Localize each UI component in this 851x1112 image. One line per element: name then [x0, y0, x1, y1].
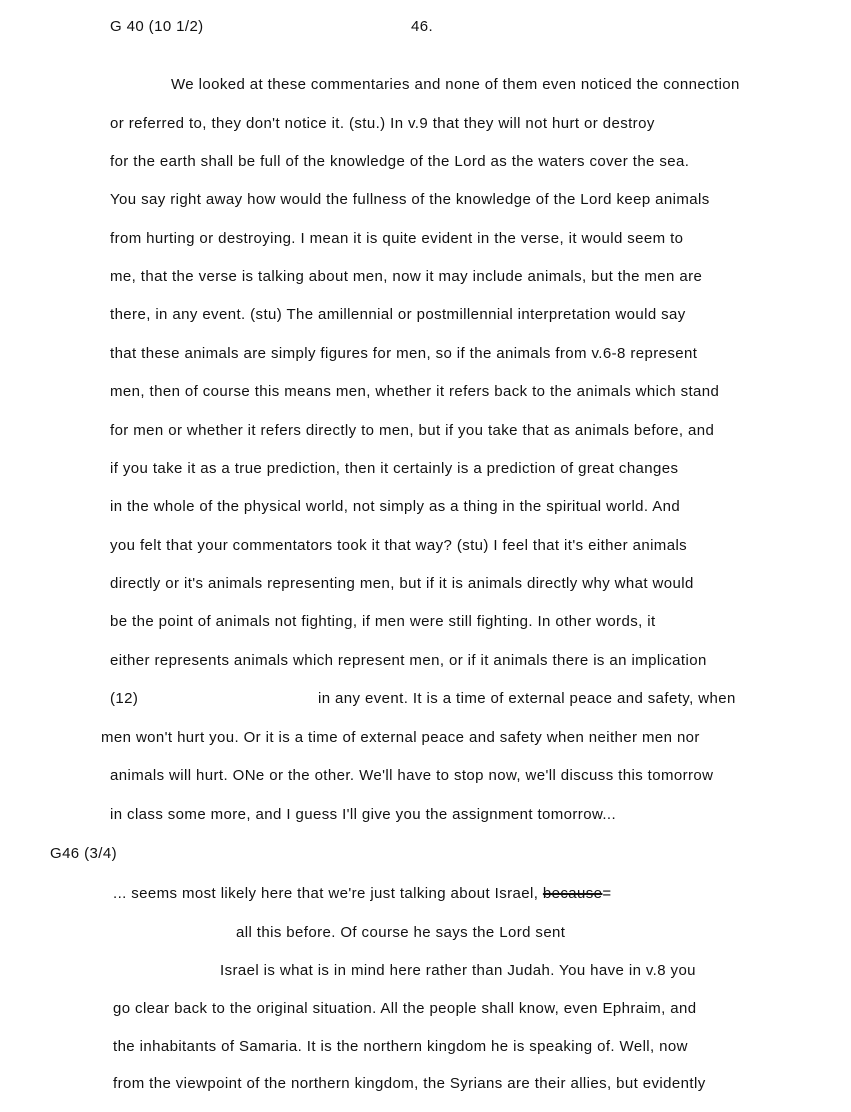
text-line: for the earth shall be full of the knowledge of the Lord as the waters cover the sea.	[110, 153, 690, 170]
tape-marker: (12)	[110, 690, 139, 707]
text-line: in class some more, and I guess I'll give you the assignment tomorrow...	[110, 806, 617, 823]
text-line: men won't hurt you. Or it is a time of external peace and safety when neither men nor	[101, 729, 700, 746]
header-code: G 40 (10 1/2)	[110, 18, 204, 35]
text-line: You say right away how would the fullness of the knowledge of the Lord keep animals	[110, 191, 710, 208]
text-line: there, in any event. (stu) The amillennial or postmillennial interpretation would say	[110, 306, 686, 323]
text-line: men, then of course this means men, whether it refers back to the animals which stand	[110, 383, 720, 400]
text-line: from hurting or destroying. I mean it is quite evident in the verse, it would seem to	[110, 230, 684, 247]
text-line: if you take it as a true prediction, then it certainly is a prediction of great changes	[110, 460, 679, 477]
text-line: Israel is what is in mind here rather than Judah. You have in v.8 you	[220, 962, 696, 979]
text-line: me, that the verse is talking about men, now it may include animals, but the men are	[110, 268, 703, 285]
text-line	[113, 884, 612, 904]
page-number: 46.	[411, 18, 434, 35]
section-code: G46 (3/4)	[50, 845, 117, 862]
text-line: be the point of animals not fighting, if men were still fighting. In other words, it	[110, 613, 656, 630]
text-line: directly or it's animals representing men, but if it is animals directly why what would	[110, 575, 694, 592]
text-line: go clear back to the original situation. All the people shall know, even Ephraim, and	[113, 1000, 697, 1017]
text-line: in any event. It is a time of external peace and safety, when	[318, 690, 736, 707]
text-line: the inhabitants of Samaria. It is the northern kingdom he is speaking of. Well, now	[113, 1038, 688, 1055]
text-line: or referred to, they don't notice it. (stu.) In v.9 that they will not hurt or destroy	[110, 115, 655, 132]
text-line: that these animals are simply figures for men, so if the animals from v.6-8 represent	[110, 345, 698, 362]
text-line: We looked at these commentaries and none of them even noticed the connection	[171, 76, 740, 93]
text-segment: ... seems most likely here that we're just talking about Israel,	[113, 885, 539, 902]
trailing-mark: =	[602, 885, 612, 902]
text-line: all this before. Of course he says the Lord sent	[236, 924, 566, 941]
text-line: from the viewpoint of the northern kingdom, the Syrians are their allies, but evidently	[113, 1075, 706, 1092]
text-line: either represents animals which represent men, or if it animals there is an implication	[110, 652, 707, 669]
text-line: you felt that your commentators took it that way? (stu) I feel that it's either animals	[110, 537, 688, 554]
text-line: in the whole of the physical world, not simply as a thing in the spiritual world. And	[110, 498, 681, 515]
text-line: animals will hurt. ONe or the other. We'll have to stop now, we'll discuss this tomorrow	[110, 767, 714, 784]
text-line: for men or whether it refers directly to men, but if you take that as animals before, and	[110, 422, 715, 439]
struck-word: because	[542, 885, 603, 902]
